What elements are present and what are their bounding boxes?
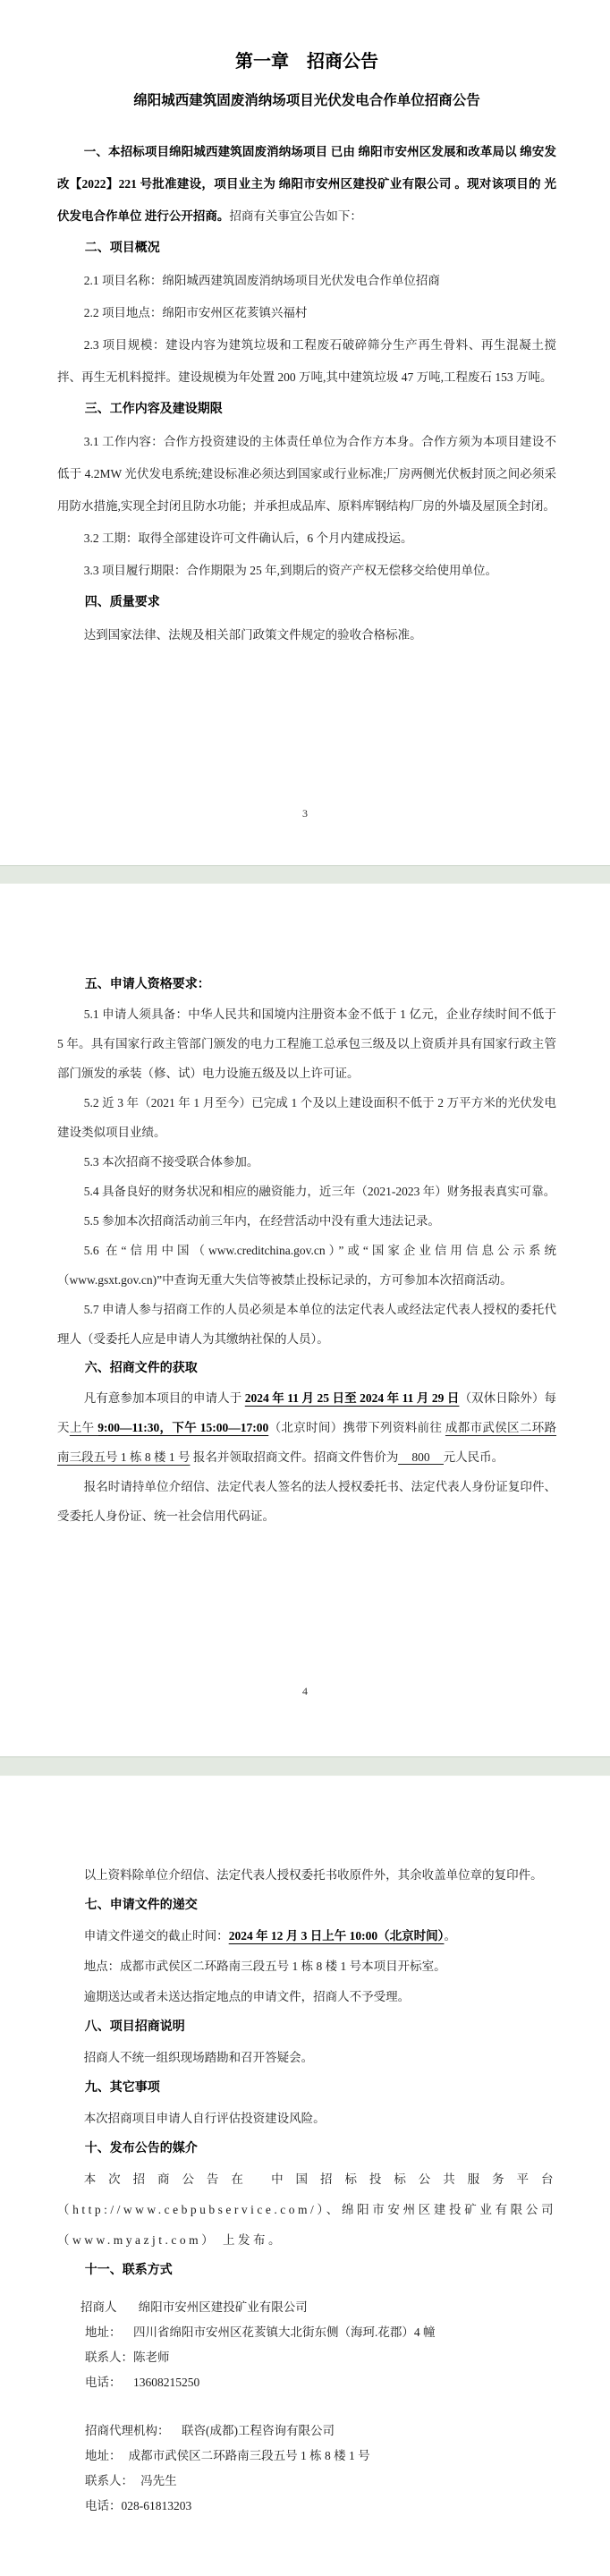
para-5-1: 5.1 申请人须具备：中华人民共和国境内注册资本金不低于 1 亿元，企业存续时间不低于 5 年。具有国家行政主管部门颁发的电力工程施工总承包三级及以上资质并具有国家行政主管部门颁发的承装（修、试）电力设施五级及以上许可证。 — [57, 1007, 556, 1080]
employer-line — [80, 2295, 556, 2320]
obtain-seg3: （北京时间）携带下列资料前往 — [268, 1421, 443, 1434]
heading-work-content: 三、工作内容及建设期限 — [84, 403, 223, 416]
para-obtain-documents — [57, 1383, 556, 1472]
employer-address-line — [80, 2320, 556, 2345]
heading-qualification: 五、申请人资格要求： — [84, 978, 210, 991]
para-media: 本次招商公告在 中国招标投标公共服务平台（http://www.cebpubservice.com/）、绵阳市安州区建投矿业有限公司（www.myazjt.com） 上发布。 — [57, 2172, 556, 2247]
para-submission-deadline — [57, 1921, 556, 1951]
heading-contact: 十一、联系方式 — [84, 2264, 173, 2277]
para-other-matters: 本次招商项目申请人自行评估投资建设风险。 — [83, 2112, 326, 2125]
obtain-seg5: 元人民币。 — [443, 1450, 504, 1464]
para-materials-copies: 以上资料除单位介绍信、法定代表人授权委托书收原件外，其余收盖单位章的复印件。 — [83, 1868, 543, 1882]
employer-name: 绵阳市安州区建投矿业有限公司 — [138, 2300, 308, 2314]
para-project-scale: 2.3 项目规模：建设内容为建筑垃圾和工程废石破碎筛分生产再生骨料、再生混凝土搅拌、再生无机料搅拌。建设规模为年处置 200 万吨,其中建筑垃圾 47 万吨,工程废石 153 万吨。 — [57, 338, 556, 384]
para-5-5: 5.5 参加本次招商活动前三年内，在经营活动中没有重大违法记录。 — [83, 1214, 440, 1228]
para-intro — [57, 136, 556, 233]
heading-media: 十、发布公告的媒介 — [84, 2142, 198, 2155]
employer-person: 陈老师 — [133, 2351, 170, 2364]
heading-project-overview: 二、项目概况 — [84, 242, 160, 255]
page-3 — [0, 1776, 610, 2576]
page-gap-2 — [0, 1756, 610, 1776]
para-5-2: 5.2 近 3 年（2021 年 1 月至今）已完成 1 个及以上建设面积不低于 2 万平方米的光伏发电建设类似项目业绩。 — [57, 1096, 556, 1139]
heading-obtain-documents: 六、招商文件的获取 — [84, 1362, 198, 1375]
employer-person-label: 联系人： — [85, 2351, 133, 2364]
agency-address-line — [80, 2444, 556, 2469]
agency-person-line — [80, 2469, 556, 2494]
agency-tel-label: 电话： — [85, 2499, 122, 2512]
para-5-7: 5.7 申请人参与招商工作的人员必须是本单位的法定代表人或经法定代表人授权的委托代理人（受委托人应是申请人为其缴纳社保的人员）。 — [57, 1303, 556, 1346]
page-2 — [0, 884, 610, 1756]
employer-tel: 13608215250 — [133, 2376, 200, 2389]
para-signup-materials: 报名时请持单位介绍信、法定代表人签名的法人授权委托书、法定代表人身份证复印件、受委托人身份证、统一社会信用代码证。 — [57, 1480, 556, 1523]
heading-other-matters: 九、其它事项 — [84, 2081, 160, 2095]
agency-person-label: 联系人： — [85, 2474, 133, 2487]
para-5-6: 5.6 在“信用中国（www.creditchina.gov.cn）”或“国家企业信用信息公示系统（www.gsxt.gov.cn)”中查询无重大失信等被禁止投标记录的，方可参加本次招商活动。 — [57, 1244, 556, 1287]
obtain-seg2: （双休日除外）每天 — [57, 1391, 557, 1434]
para-project-location: 2.2 项目地点：绵阳市安州区花荄镇兴福村 — [83, 306, 308, 319]
employer-label: 招商人 — [80, 2300, 117, 2314]
submit-period: 。 — [444, 1929, 456, 1943]
submit-deadline: 2024 年 12 月 3 日上午 10:00（北京时间） — [228, 1929, 445, 1943]
heading-quality: 四、质量要求 — [84, 596, 160, 609]
obtain-price: 800 — [398, 1450, 443, 1465]
page-number-3: 3 — [302, 807, 308, 820]
para-5-3: 5.3 本次招商不接受联合体参加。 — [83, 1155, 259, 1169]
obtain-date-range: 2024 年 11 月 25 日至 2024 年 11 月 29 日 — [244, 1391, 460, 1405]
agency-address: 成都市武侯区二环路南三段五号 1 栋 8 楼 1 号 — [128, 2449, 370, 2462]
para-project-note: 招商人不统一组织现场踏勘和召开答疑会。 — [83, 2051, 314, 2064]
page-number-4: 4 — [302, 1685, 308, 1697]
para-quality: 达到国家法律、法规及相关部门政策文件规定的验收合格标准。 — [83, 628, 422, 642]
obtain-seg4: 报名并领取招商文件。招商文件售价为 — [192, 1450, 399, 1464]
obtain-time-prefix: 上午 — [69, 1421, 98, 1434]
obtain-time-range: 9:00—11:30，下午 15:00—17:00 — [97, 1421, 269, 1434]
para-submission-location: 地点：成都市武侯区二环路南三段五号 1 栋 8 楼 1 号本项目开标室。 — [83, 1960, 446, 1973]
contact-block — [57, 2295, 556, 2519]
agency-line — [80, 2419, 556, 2444]
employer-address-label: 地址： — [85, 2325, 122, 2339]
heading-project-note: 八、项目招商说明 — [84, 2020, 185, 2034]
para-5-4: 5.4 具备良好的财务状况和相应的融资能力，近三年（2021-2023 年）财务报表真实可靠。 — [83, 1185, 556, 1198]
obtain-address: 成都市武侯区二环路南三段五号 1 栋 8 楼 1 号 — [57, 1421, 557, 1464]
submit-label: 申请文件递交的截止时间： — [83, 1929, 229, 1943]
agency-tel-line — [80, 2494, 556, 2519]
para-overdue: 逾期送达或者未送达指定地点的申请文件，招商人不予受理。 — [83, 1990, 411, 2003]
employer-tel-label: 电话： — [85, 2376, 122, 2389]
para-construction-period: 3.2 工期：取得全部建设许可文件确认后，6 个月内建成投运。 — [83, 531, 413, 545]
agency-person: 冯先生 — [140, 2474, 177, 2487]
para-project-name: 2.1 项目名称：绵阳城西建筑固废消纳场项目光伏发电合作单位招商 — [83, 274, 440, 287]
obtain-seg1: 凡有意参加本项目的申请人于 — [83, 1391, 242, 1405]
employer-address: 四川省绵阳市安州区花荄镇大北街东侧（海珂.花郡）4 幢 — [133, 2325, 436, 2339]
intro-rest-text: 招商有关事宜公告如下： — [229, 209, 362, 223]
para-performance-period: 3.3 项目履行期限：合作期限为 25 年,到期后的资产产权无偿移交给使用单位。 — [83, 564, 498, 577]
employer-person-line — [80, 2345, 556, 2370]
employer-tel-line — [80, 2370, 556, 2395]
heading-submission: 七、申请文件的递交 — [84, 1899, 198, 1912]
para-work-content: 3.1 工作内容：合作方投资建设的主体责任单位为合作方本身。合作方须为本项目建设不低于 4.2MW 光伏发电系统;建设标准必须达到国家或行业标准;厂房两侧光伏板封顶之间必须采用防水措施,实现全封闭且防水功能；并承担成品库、原料库钢结构厂房的外墙及屋顶全封闭。 — [57, 435, 556, 513]
agency-tel: 028-61813203 — [121, 2499, 192, 2512]
agency-label: 招商代理机构： — [85, 2424, 170, 2437]
intro-bold-text: 一、本招标项目绵阳城西建筑固废消纳场项目 已由 绵阳市安州区发展和改革局以 绵安发改【2022】221 号批准建设，项目业主为 绵阳市安州区建投矿业有限公司 。现对该项目的 光伏发电合作单位 进行公开招商。 — [57, 145, 556, 223]
document-title: 绵阳城西建筑固废消纳场项目光伏发电合作单位招商公告 — [133, 93, 480, 108]
page-gap-1 — [0, 865, 610, 884]
chapter-title: 第一章 招商公告 — [235, 52, 378, 72]
agency-address-label: 地址： — [85, 2449, 122, 2462]
page-1 — [0, 0, 610, 865]
agency-name: 联咨(成都)工程咨询有限公司 — [182, 2424, 335, 2437]
